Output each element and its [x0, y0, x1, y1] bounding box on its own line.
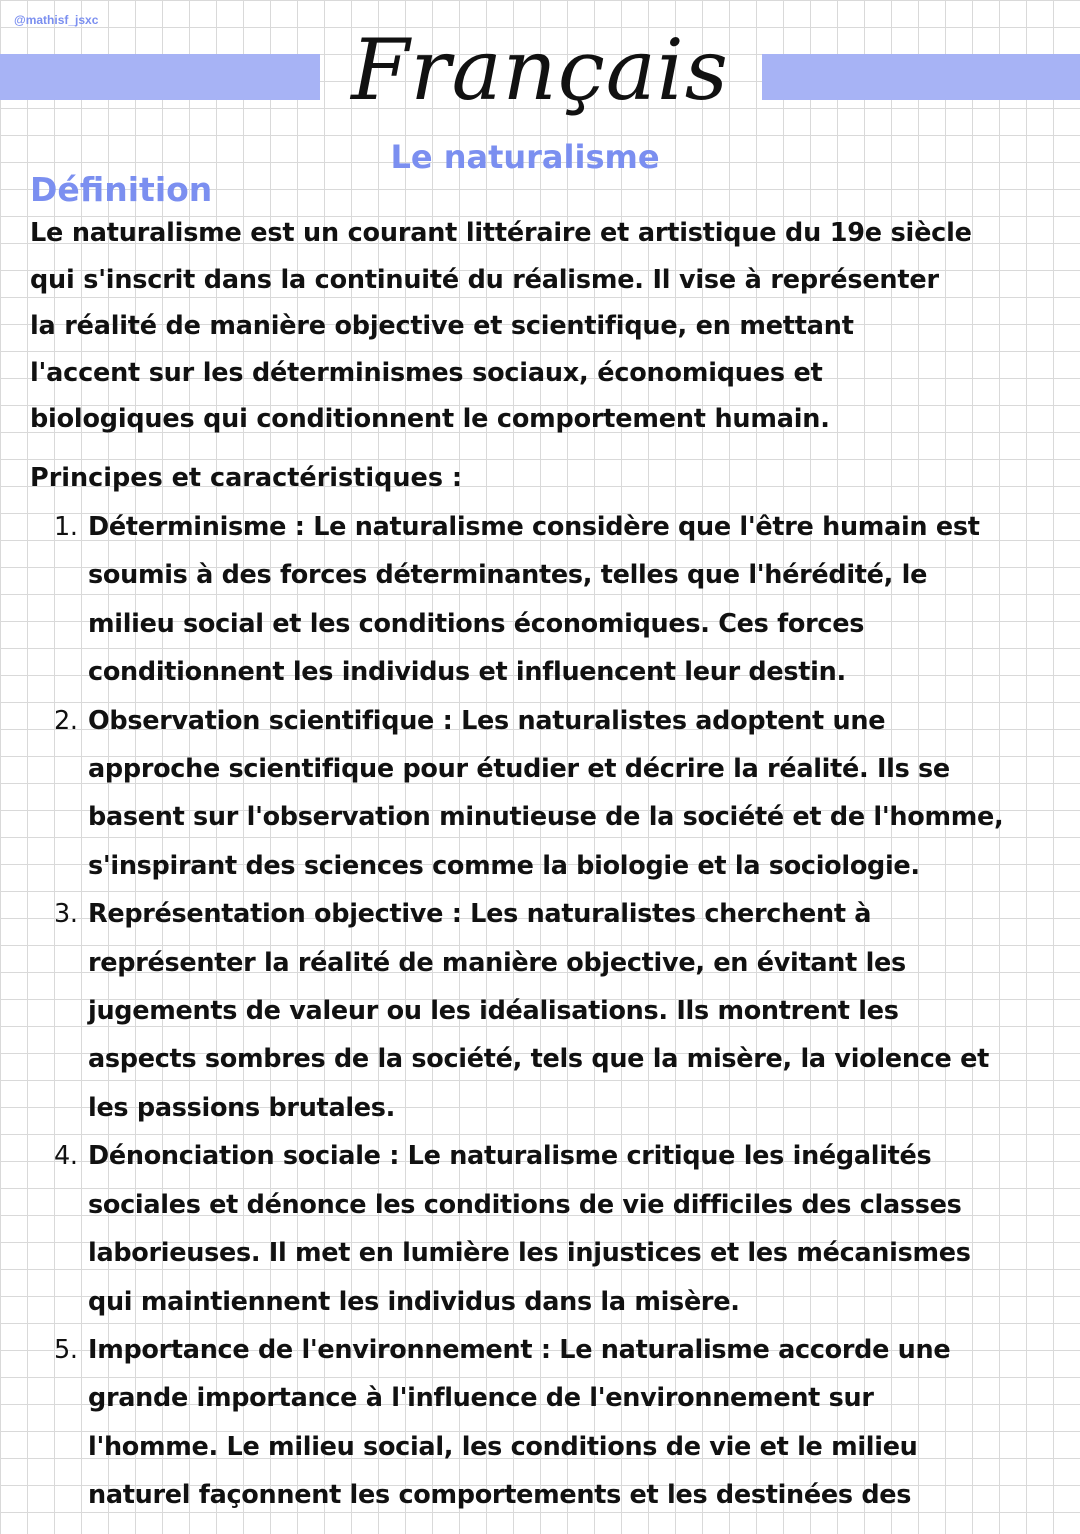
page-subtitle: Le naturalisme: [390, 138, 660, 176]
principles-heading: Principes et caractéristiques :: [30, 463, 463, 493]
list-item-line: qui maintiennent les individus dans la misère.: [88, 1286, 740, 1317]
list-item-line: aspects sombres de la société, tels que la misère, la violence et: [88, 1044, 989, 1075]
list-item-number: 1.: [54, 512, 78, 542]
list-item-line: soumis à des forces déterminantes, telles que l'hérédité, le: [88, 560, 928, 591]
list-item-line: naturel façonnent les comportements et les destinées des: [88, 1480, 912, 1511]
list-item: [0, 1326, 1080, 1520]
list-item: [0, 1132, 1080, 1326]
list-item: [0, 890, 1080, 1132]
list-item-line: s'inspirant des sciences comme la biologie et la sociologie.: [88, 850, 920, 881]
list-item-line: représenter la réalité de manière objective, en évitant les: [88, 947, 906, 978]
list-item-line: les passions brutales.: [88, 1092, 396, 1123]
list-item-line: sociales et dénonce les conditions de vie difficiles des classes: [88, 1189, 962, 1220]
list-item: [0, 697, 1080, 891]
list-item-line: Importance de l'environnement : Le naturalisme accorde une: [88, 1334, 951, 1365]
definition-line: qui s'inscrit dans la continuité du réalisme. Il vise à représenter: [30, 264, 939, 295]
list-item-number: 5.: [54, 1334, 78, 1365]
list-item-number: 4.: [54, 1141, 78, 1172]
list-item-line: Déterminisme : Le naturalisme considère que l'être humain est: [88, 512, 980, 542]
definition-paragraph: [30, 210, 1040, 443]
definition-line: l'accent sur les déterminismes sociaux, économiques et: [30, 357, 823, 388]
author-handle: @mathisf_jsxc: [14, 13, 99, 27]
list-item-line: basent sur l'observation minutieuse de la société et de l'homme,: [88, 802, 1004, 833]
list-item-number: 2.: [54, 705, 78, 736]
list-item-line: laborieuses. Il met en lumière les injustices et les mécanismes: [88, 1238, 971, 1269]
definition-line: la réalité de manière objective et scientifique, en mettant: [30, 311, 854, 341]
list-item-line: Dénonciation sociale : Le naturalisme critique les inégalités: [88, 1141, 932, 1172]
list-item-line: milieu social et les conditions économiques. Ces forces: [88, 608, 865, 639]
list-item-line: grande importance à l'influence de l'environnement sur: [88, 1383, 874, 1414]
list-item-line: l'homme. Le milieu social, les conditions de vie et le milieu: [88, 1431, 918, 1462]
definition-heading: Définition: [30, 170, 213, 209]
list-item-line: Représentation objective : Les naturalistes cherchent à: [88, 899, 872, 930]
list-item-line: jugements de valeur ou les idéalisations. Ils montrent les: [88, 996, 899, 1027]
list-item-line: approche scientifique pour étudier et décrire la réalité. Ils se: [88, 754, 950, 785]
definition-line: Le naturalisme est un courant littéraire et artistique du 19e siècle: [30, 218, 972, 248]
page-title: Français: [351, 21, 729, 119]
principles-list: [0, 503, 1080, 1520]
list-item: [0, 503, 1080, 697]
list-item-line: conditionnent les individus et influencent leur destin.: [88, 657, 846, 688]
list-item-line: Observation scientifique : Les naturalistes adoptent une: [88, 705, 886, 736]
list-item-number: 3.: [54, 899, 78, 930]
definition-line: biologiques qui conditionnent le comportement humain.: [30, 404, 830, 434]
